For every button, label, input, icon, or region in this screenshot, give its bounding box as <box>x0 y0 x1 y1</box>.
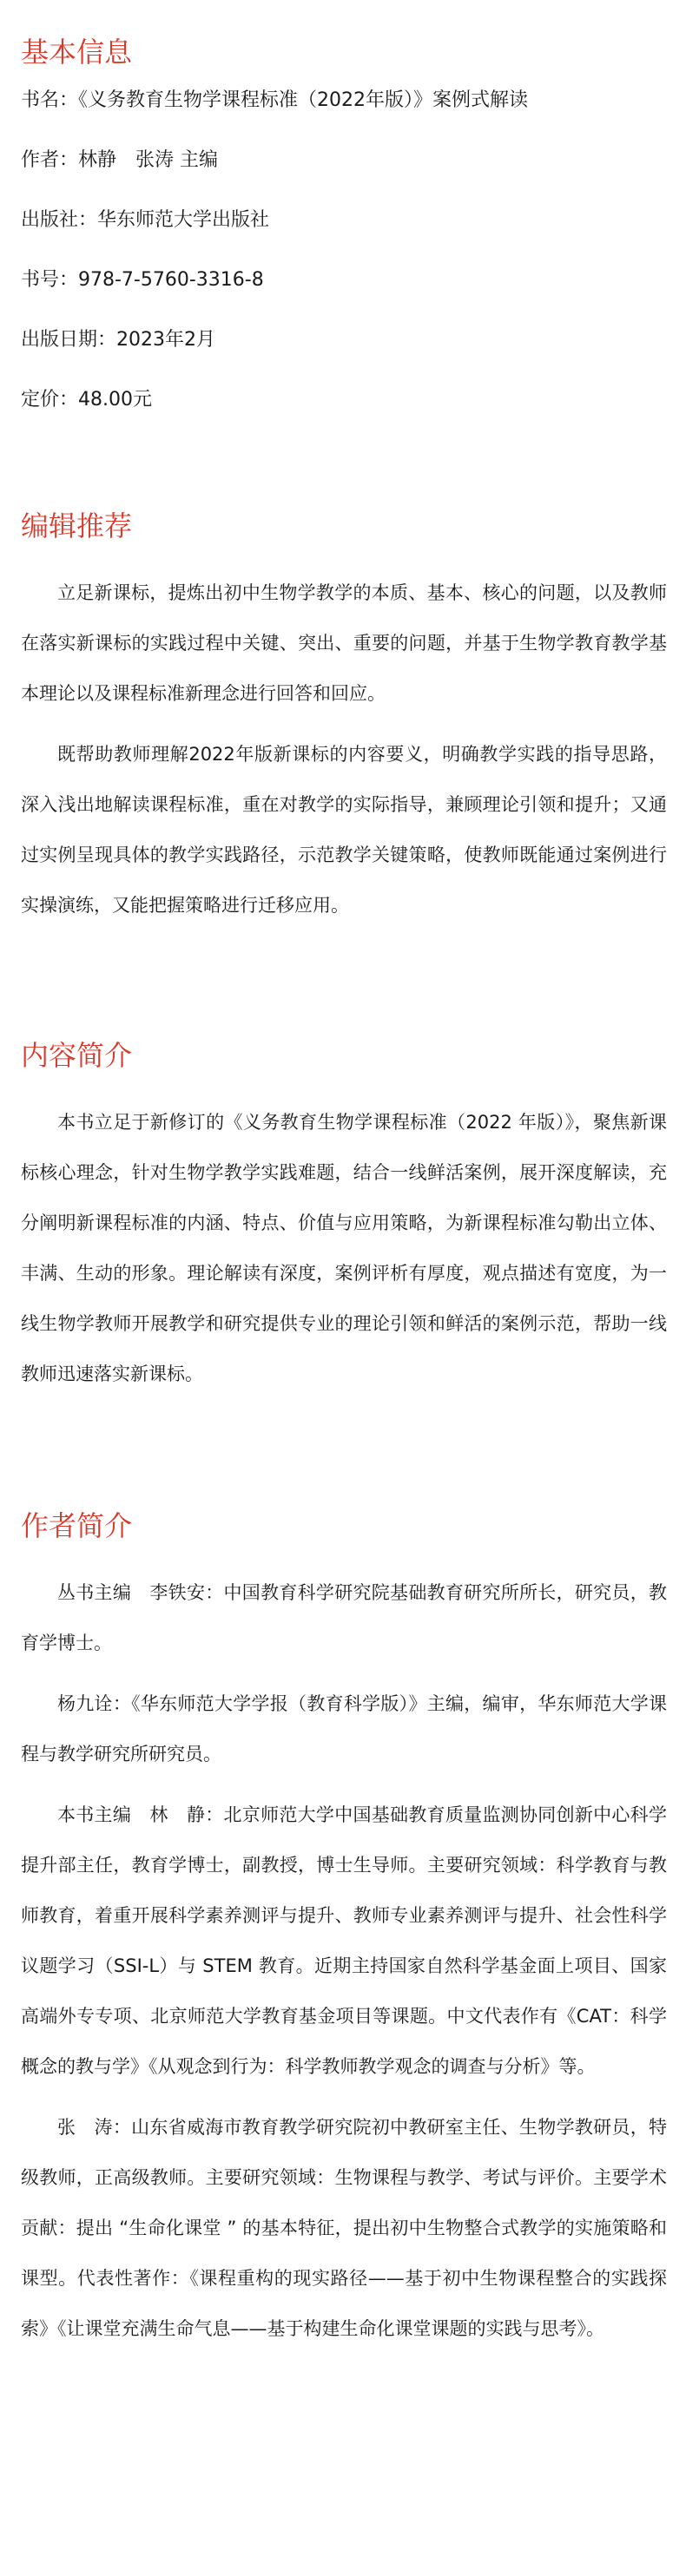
basic-info-list <box>21 87 667 414</box>
editor-recommend-title: 编辑推荐 <box>21 509 133 542</box>
book-title-line: 书名：《义务教育生物学课程标准（2022年版）》案例式解读 <box>21 89 528 111</box>
editor-recommend-section <box>21 509 667 941</box>
recommend-paragraph: 立足新课标，提炼出初中生物学教学的本质、基本、核心的问题，以及教师在落实新课标的实践过程中关键、突出、重要的问题，并基于生物学教育教学基本理论以及课程标准新理念进行回答和回应。 <box>21 582 667 704</box>
author-paragraph-yang-jiuquan: 杨九诠：《华东师范大学学报（教育科学版）》主编，编审，华东师范大学课程与教学研究所研究员。 <box>21 1693 667 1764</box>
isbn-line: 书号：978-7-5760-3316-8 <box>21 269 264 291</box>
content-summary-body <box>21 1097 667 1399</box>
author-intro-body <box>21 1567 667 2354</box>
content-summary-title: 内容简介 <box>21 1039 133 1072</box>
editor-recommend-body <box>21 568 667 930</box>
author-paragraph-lin-jing: 本书主编 林 静：北京师范大学中国基础教育质量监测协同创新中心科学提升部主任，教育学博士，副教授，博士生导师。主要研究领域：科学教育与教师教育，着重开展科学素养测评与提升、教师专业素养测评与提升、社会性科学议题学习（SSI-L）与 STEM 教育。近期主持国家自然科学基金面上项目、国家高端外专专项、北京师范大学教育基金项目等课题。中文代表作有《CAT：科学概念的教与学》《从观念到行为：科学教师教学观念的调查与分析》等。 <box>21 1804 667 2077</box>
content-summary-section <box>21 1038 667 1410</box>
author-paragraph-li-tiean: 丛书主编 李铁安：中国教育科学研究院基础教育研究所所长，研究员，教育学博士。 <box>21 1582 667 1653</box>
author-intro-section <box>21 1508 667 2364</box>
author-paragraph-zhang-tao: 张 涛：山东省威海市教育教学研究院初中教研室主任、生物学教研员，特级教师，正高级教师。主要研究领域：生物课程与教学、考试与评价。主要学术贡献：提出 “生命化课堂 ” 的基本特征，提出初中生物整合式教学的实施策略和课型。代表性著作：《课程重构的现实路径——基于初中生物课程整合的实践探索》《让课堂充满生命气息——基于构建生命化课堂课题的实践与思考》。 <box>21 2117 667 2339</box>
author-intro-title: 作者简介 <box>21 1509 133 1542</box>
basic-info-title: 基本信息 <box>21 36 133 69</box>
authors-line: 作者：林静 张涛 主编 <box>21 149 218 171</box>
publisher-line: 出版社：华东师范大学出版社 <box>21 209 270 231</box>
basic-info-section <box>21 35 667 446</box>
price-line: 定价：48.00元 <box>21 389 152 411</box>
summary-paragraph: 本书立足于新修订的《义务教育生物学课程标准（2022 年版）》，聚焦新课标核心理念，针对生物学教学实践难题，结合一线鲜活案例，展开深度解读，充分阐明新课程标准的内涵、特点、价值与应用策略，为新课程标准勾勒出立体、丰满、生动的形象。理论解读有深度，案例评析有厚度，观点描述有宽度，为一线生物学教师开展教学和研究提供专业的理论引领和鲜活的案例示范，帮助一线教师迅速落实新课标。 <box>21 1112 667 1384</box>
recommend-paragraph: 既帮助教师理解2022年版新课标的内容要义，明确教学实践的指导思路，深入浅出地解读课程标准，重在对教学的实际指导，兼顾理论引领和提升；又通过实例呈现具体的教学实践路径，示范教学关键策略，使教师既能通过案例进行实操演练，又能把握策略进行迁移应用。 <box>21 744 667 916</box>
publish-date-line: 出版日期：2023年2月 <box>21 329 215 351</box>
